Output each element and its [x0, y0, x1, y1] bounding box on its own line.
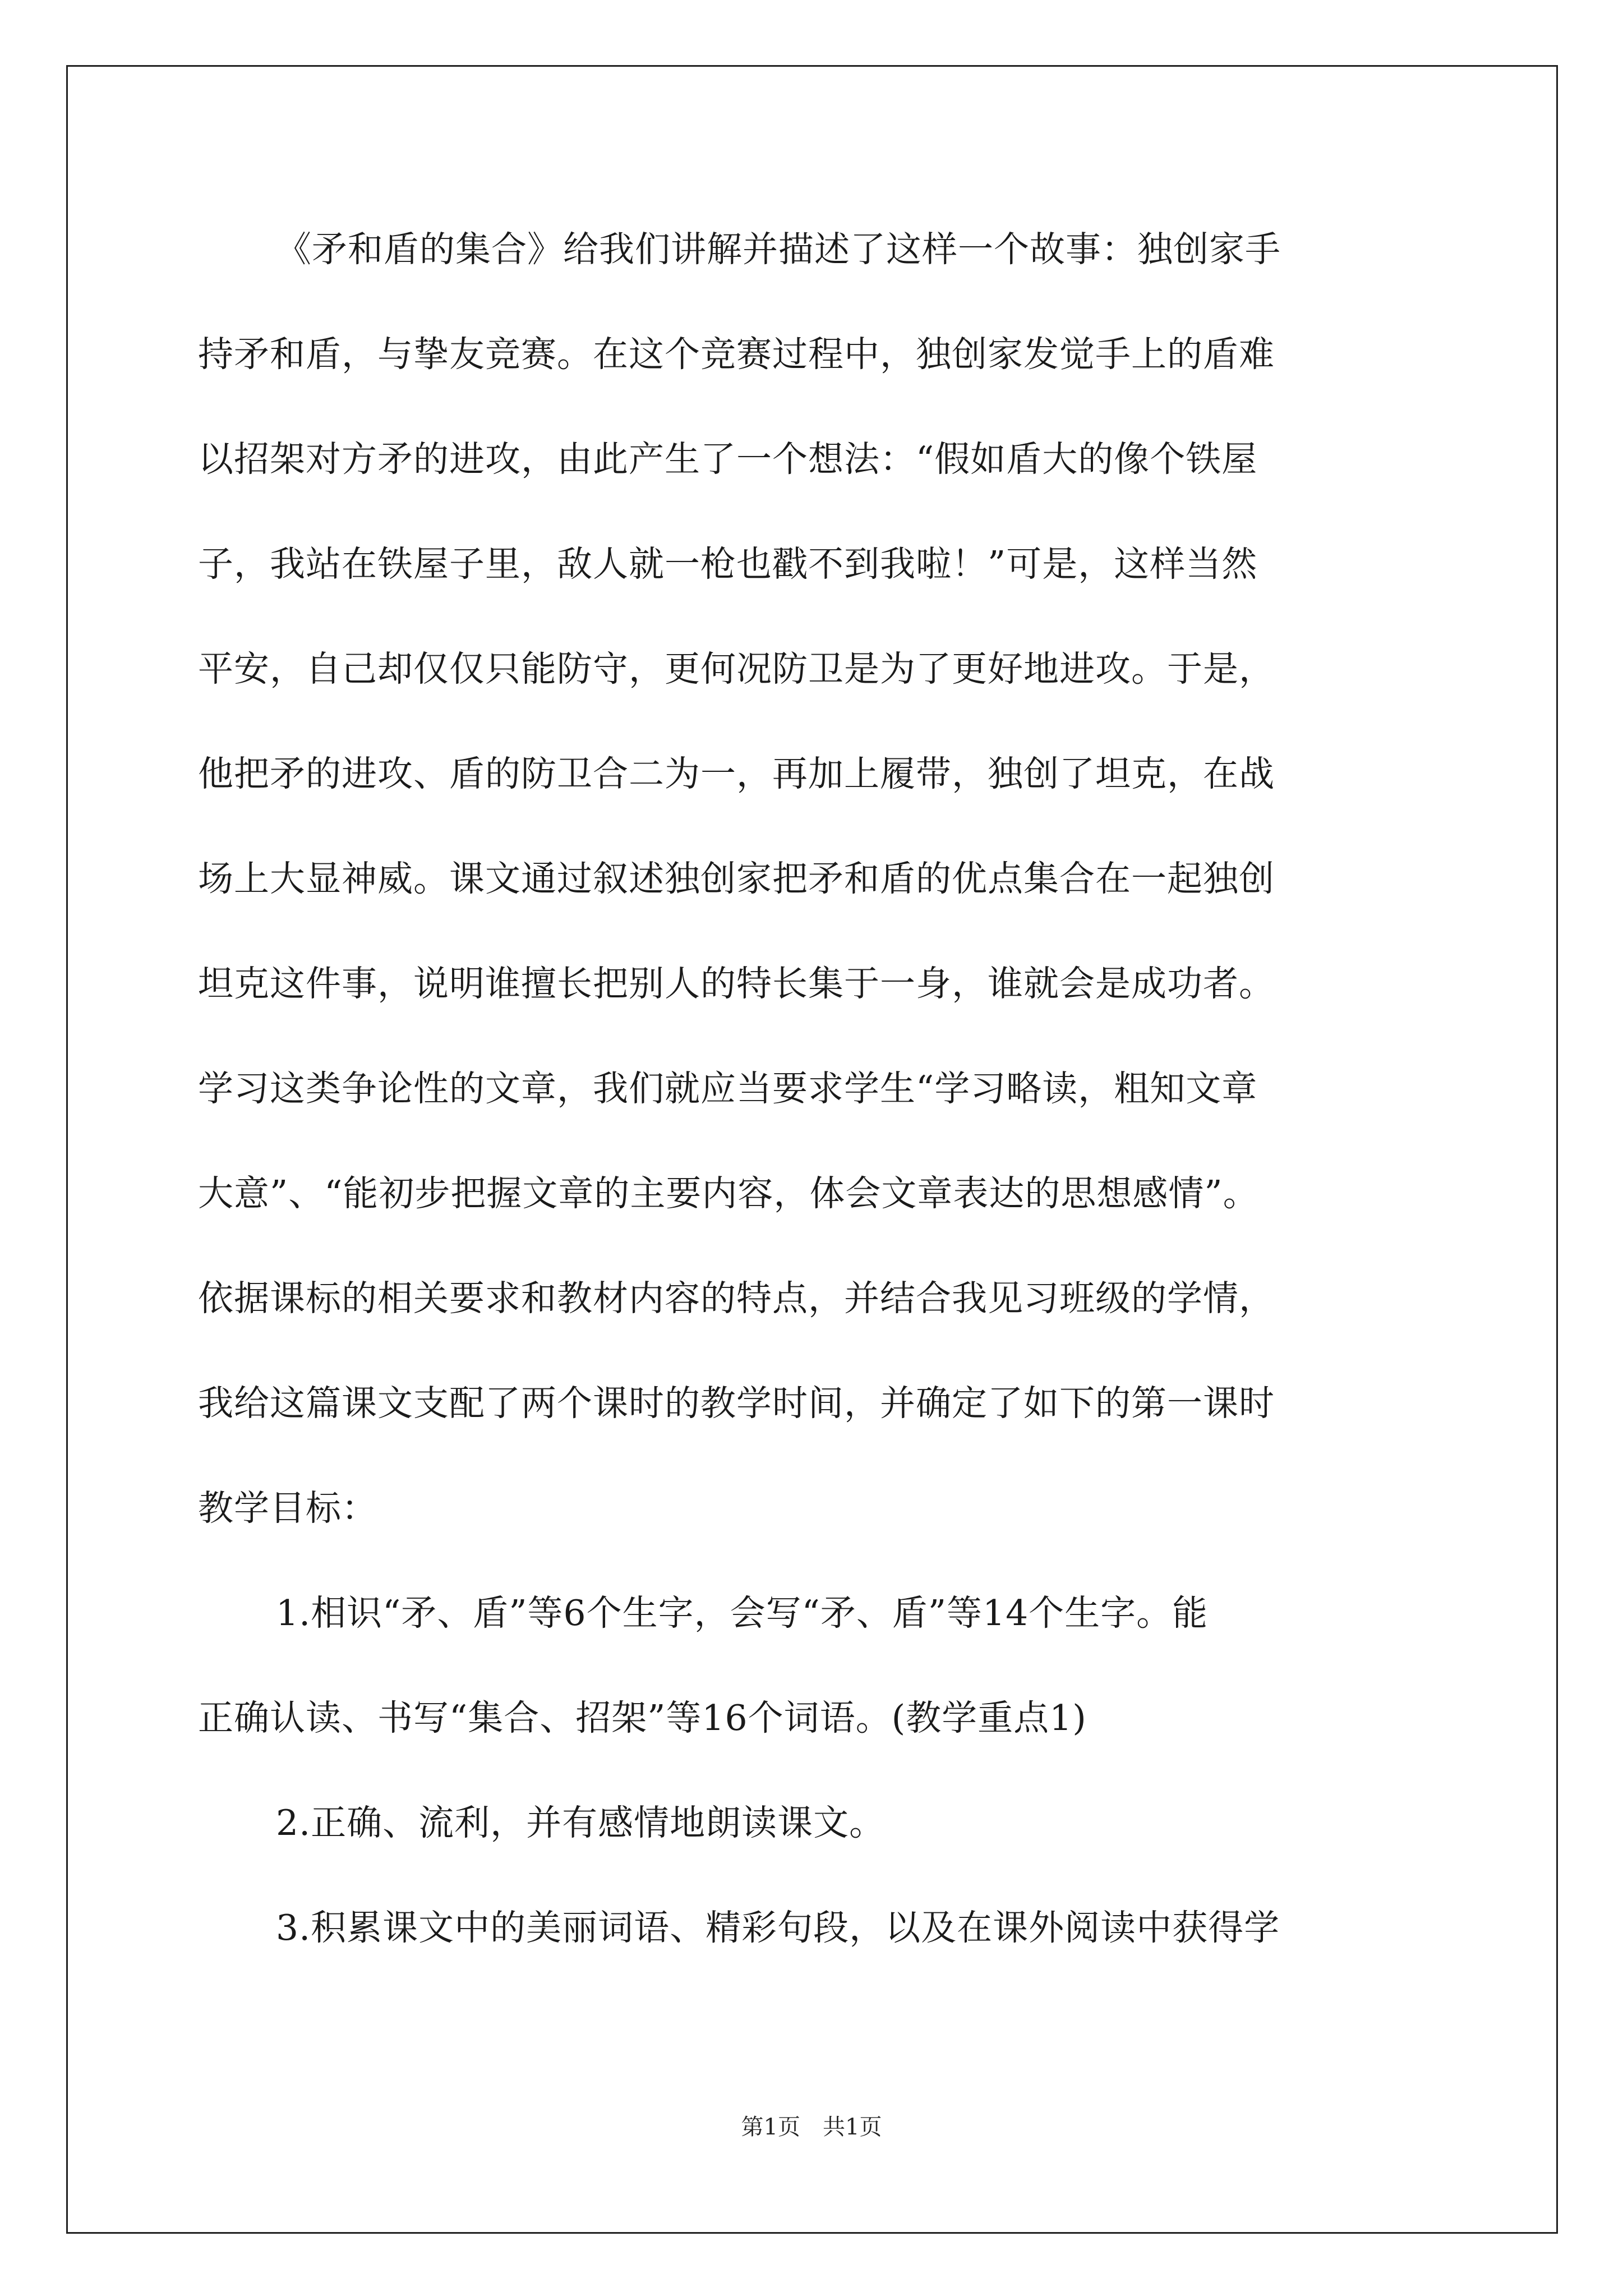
- paragraph-1-line-6: 他把矛的进攻、盾的防卫合二为一，再加上履带，独创了坦克，在战: [198, 753, 1275, 794]
- paragraph-1-line-4: 子，我站在铁屋子里，敌人就一枪也戳不到我啦！”可是，这样当然: [198, 544, 1258, 585]
- objective-2-line-1: 2.正确、流利，并有感情地朗读课文。: [276, 1802, 886, 1843]
- document-body: [198, 213, 1427, 1996]
- paragraph-1-line-2: 持矛和盾，与挚友竞赛。在这个竞赛过程中，独创家发觉手上的盾难: [198, 334, 1275, 375]
- page-number-footer: 第1页 共1页: [741, 2114, 882, 2140]
- paragraph-1-line-9: 学习这类争论性的文章，我们就应当要求学生“学习略读，粗知文章: [198, 1068, 1258, 1109]
- paragraph-1-line-11: 依据课标的相关要求和教材内容的特点，并结合我见习班级的学情，: [198, 1278, 1275, 1319]
- paragraph-1-line-12: 我给这篇课文支配了两个课时的教学时间，并确定了如下的第一课时: [198, 1383, 1275, 1424]
- paragraph-1-line-3: 以招架对方矛的进攻，由此产生了一个想法：“假如盾大的像个铁屋: [198, 439, 1258, 480]
- objective-1-line-2: 正确认读、书写“集合、招架”等16个词语。(教学重点1): [198, 1697, 1087, 1738]
- paragraph-1-line-13: 教学目标：: [198, 1488, 377, 1529]
- paragraph-1-line-7: 场上大显神威。课文通过叙述独创家把矛和盾的优点集合在一起独创: [198, 858, 1275, 899]
- paragraph-1-line-8: 坦克这件事，说明谁擅长把别人的特长集于一身，谁就会是成功者。: [198, 963, 1275, 1004]
- objective-1-line-1: 1.相识“矛、盾”等6个生字，会写“矛、盾”等14个生字。能: [276, 1593, 1209, 1634]
- paragraph-1-line-5: 平安，自己却仅仅只能防守，更何况防卫是为了更好地进攻。于是，: [198, 648, 1275, 689]
- objective-3-line-1: 3.积累课文中的美丽词语、精彩句段，以及在课外阅读中获得学: [276, 1907, 1280, 1948]
- paragraph-1-line-10: 大意”、“能初步把握文章的主要内容，体会文章表达的思想感情”。: [198, 1173, 1259, 1214]
- paragraph-1-line-1: 《矛和盾的集合》给我们讲解并描述了这样一个故事：独创家手: [276, 229, 1281, 270]
